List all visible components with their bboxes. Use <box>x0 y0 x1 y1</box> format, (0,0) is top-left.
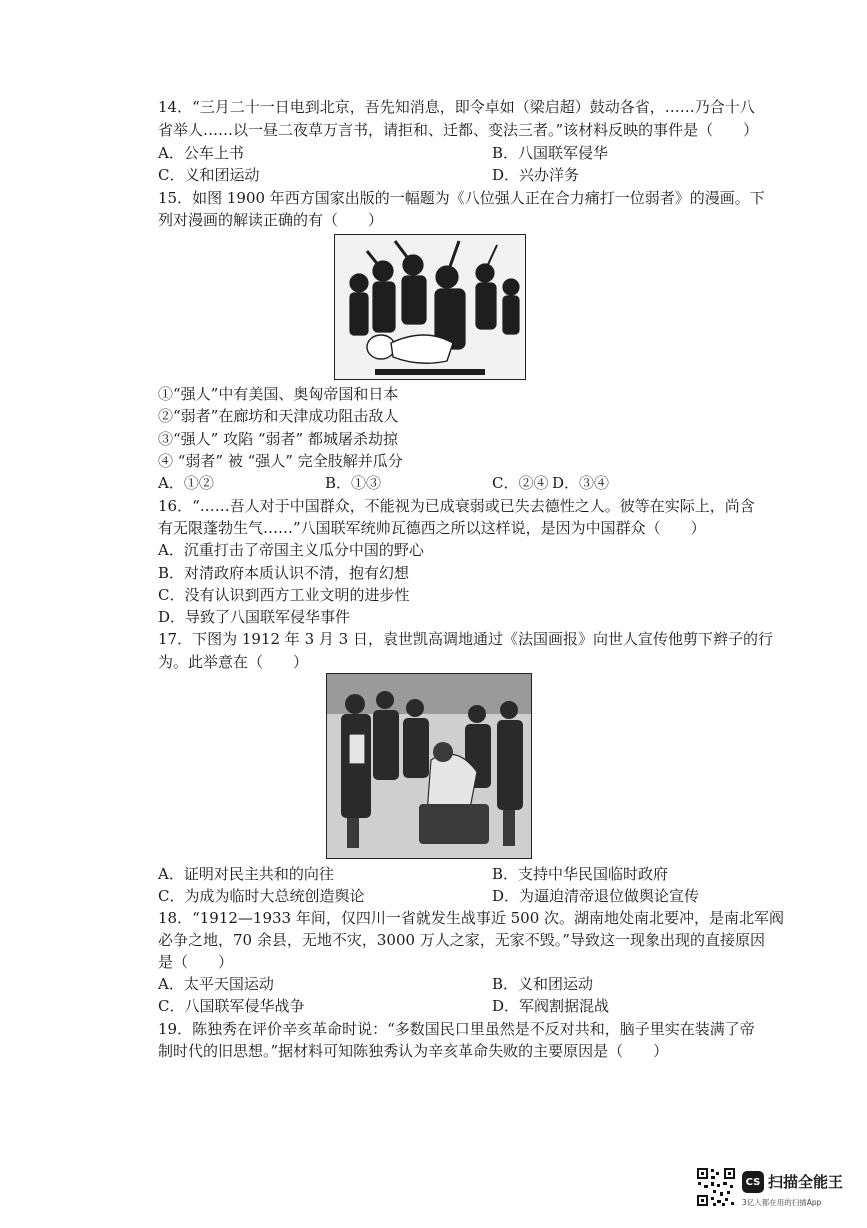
q16-option-c: C．没有认识到西方工业文明的进步性 <box>158 586 410 604</box>
q15-stem-line2: 列对漫画的解读正确的有（ ） <box>158 211 384 229</box>
q17-stem-line2: 为。此举意在（ ） <box>158 653 309 671</box>
q18-stem-line2: 必争之地，70 余县，无地不灾，3000 万人之家，无家不毁。”导致这一现象出现的直接原因 <box>158 931 765 949</box>
scanner-watermark <box>696 1167 856 1215</box>
q16-option-d: D．导致了八国联军侵华事件 <box>158 608 351 626</box>
q18-stem-line3: 是（ ） <box>158 953 234 971</box>
q16-option-b: B．对清政府本质认识不清，抱有幻想 <box>158 564 410 582</box>
q14-stem-line2: 省举人……以一昼二夜草万言书，请拒和、迁都、变法三者。”该材料反映的事件是（ ） <box>158 121 759 139</box>
q16-stem-line2: 有无限蓬勃生气……”八国联军统帅瓦德西之所以这样说，是因为中国群众（ ） <box>158 519 706 537</box>
q14-option-b: B．八国联军侵华 <box>492 144 609 162</box>
q14-option-a: A．公车上书 <box>158 144 244 162</box>
q15-option-d: D．③④ <box>552 474 610 492</box>
camscanner-logo-icon: CS <box>742 1171 764 1193</box>
q14-stem-line1: 14．“三月二十一日电到北京，吾先知消息，即令卓如（梁启超）鼓动各省，……乃合十八 <box>158 98 755 116</box>
q15-option-c: C．②④ <box>492 474 549 492</box>
q17-option-c: C．为成为临时大总统创造舆论 <box>158 887 365 905</box>
q18-option-c: C．八国联军侵华战争 <box>158 997 305 1015</box>
q15-statement-2: ②“弱者”在廊坊和天津成功阻击敌人 <box>158 407 399 425</box>
q18-option-b: B．义和团运动 <box>492 975 594 993</box>
q15-statement-4: ④ “弱者” 被 “强人” 完全肢解并瓜分 <box>158 452 403 470</box>
q15-option-a: A．①② <box>158 474 214 492</box>
q18-option-d: D．军阀割据混战 <box>492 997 610 1015</box>
q15-statement-3: ③“强人” 攻陷 “弱者” 都城屠杀劫掠 <box>158 430 398 448</box>
camscanner-name: 扫描全能王 <box>768 1173 844 1191</box>
camscanner-tagline: 3亿人都在用的扫描App <box>742 1198 822 1207</box>
q15-stem-line1: 15．如图 1900 年西方国家出版的一幅题为《八位强人正在合力痛打一位弱者》的漫画。下 <box>158 189 765 207</box>
q15-statement-1: ①“强人”中有美国、奥匈帝国和日本 <box>158 385 399 403</box>
q17-option-d: D．为逼迫清帝退位做舆论宣传 <box>492 887 700 905</box>
q19-stem-line2: 制时代的旧思想。”据材料可知陈独秀认为辛亥革命失败的主要原因是（ ） <box>158 1042 669 1060</box>
q15-option-b: B．①③ <box>325 474 382 492</box>
engraving-image <box>326 673 532 859</box>
q14-option-d: D．兴办洋务 <box>492 166 580 184</box>
q14-option-c: C．义和团运动 <box>158 166 260 184</box>
q16-option-a: A．沉重打击了帝国主义瓜分中国的野心 <box>158 541 424 559</box>
q17-option-a: A．证明对民主共和的向往 <box>158 865 334 883</box>
q16-stem-line1: 16．“……吾人对于中国群众，不能视为已成衰弱或已失去德性之人。彼等在实际上，尚含 <box>158 497 755 515</box>
qr-code-icon <box>696 1167 736 1207</box>
q17-option-b: B．支持中华民国临时政府 <box>492 865 669 883</box>
q18-stem-line1: 18．“1912—1933 年间，仅四川一省就发生战事近 500 次。湖南地处南北要冲，是南北军阀 <box>158 909 785 927</box>
q18-option-a: A．太平天国运动 <box>158 975 274 993</box>
q19-stem-line1: 19．陈独秀在评价辛亥革命时说：“多数国民口里虽然是不反对共和，脑子里实在装满了帝 <box>158 1020 755 1038</box>
q17-stem-line1: 17．下图为 1912 年 3 月 3 日，袁世凯高调地通过《法国画报》向世人宣传他剪下辫子的行 <box>158 630 773 648</box>
cartoon-image <box>334 234 526 380</box>
